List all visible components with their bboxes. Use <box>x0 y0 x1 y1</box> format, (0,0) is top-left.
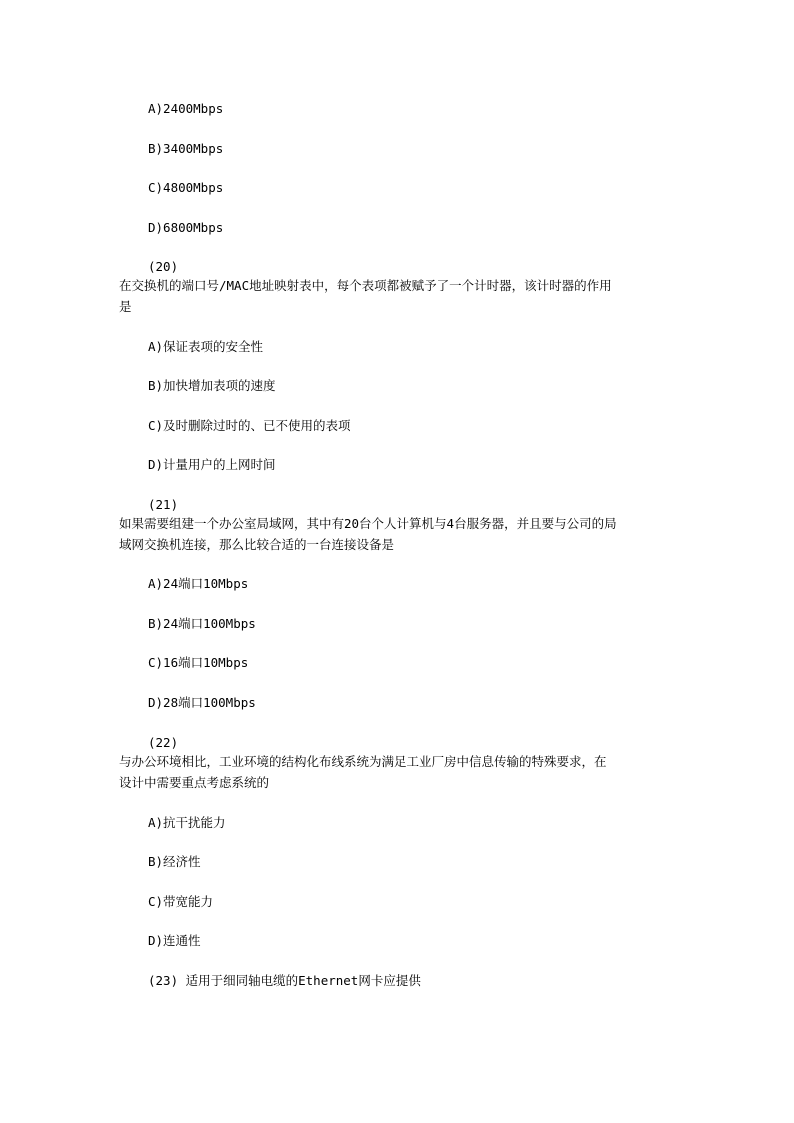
q21-stem-line2: 域网交换机连接，那么比较合适的一台连接设备是 <box>119 537 395 552</box>
q22-stem-line1: 与办公环境相比，工业环境的结构化布线系统为满足工业厂房中信息传输的特殊要求，在 <box>119 754 607 769</box>
q21-stem-line1: 如果需要组建一个办公室局域网，其中有20台个人计算机与4台服务器，并且要与公司的局 <box>119 516 617 531</box>
q19-option-c: C)4800Mbps <box>148 180 224 195</box>
q22-option-b: B)经济性 <box>148 854 201 869</box>
q21-option-c: C)16端口10Mbps <box>148 655 249 670</box>
q19-option-d: D)6800Mbps <box>148 220 224 235</box>
q20-stem-line1: 在交换机的端口号/MAC地址映射表中，每个表项都被赋予了一个计时器，该计时器的作用 <box>119 278 612 293</box>
q20-stem-line2: 是 <box>119 299 132 314</box>
q20-option-b: B)加快增加表项的速度 <box>148 378 276 393</box>
q19-option-a: A)2400Mbps <box>148 101 224 116</box>
q22-stem-line2: 设计中需要重点考虑系统的 <box>119 775 270 790</box>
q22-number: (22) <box>148 735 179 750</box>
q21-option-a: A)24端口10Mbps <box>148 576 249 591</box>
q20-option-d: D)计量用户的上网时间 <box>148 457 276 472</box>
q21-number: (21) <box>148 497 179 512</box>
q22-option-d: D)连通性 <box>148 933 201 948</box>
q21-option-d: D)28端口100Mbps <box>148 695 256 710</box>
q19-option-b: B)3400Mbps <box>148 141 224 156</box>
q23-text: (23) 适用于细同轴电缆的Ethernet网卡应提供 <box>148 973 421 988</box>
q20-option-a: A)保证表项的安全性 <box>148 339 264 354</box>
q20-number: (20) <box>148 259 179 274</box>
q21-option-b: B)24端口100Mbps <box>148 616 256 631</box>
q22-option-c: C)带宽能力 <box>148 894 214 909</box>
q22-option-a: A)抗干扰能力 <box>148 815 226 830</box>
q20-option-c: C)及时删除过时的、已不使用的表项 <box>148 418 351 433</box>
